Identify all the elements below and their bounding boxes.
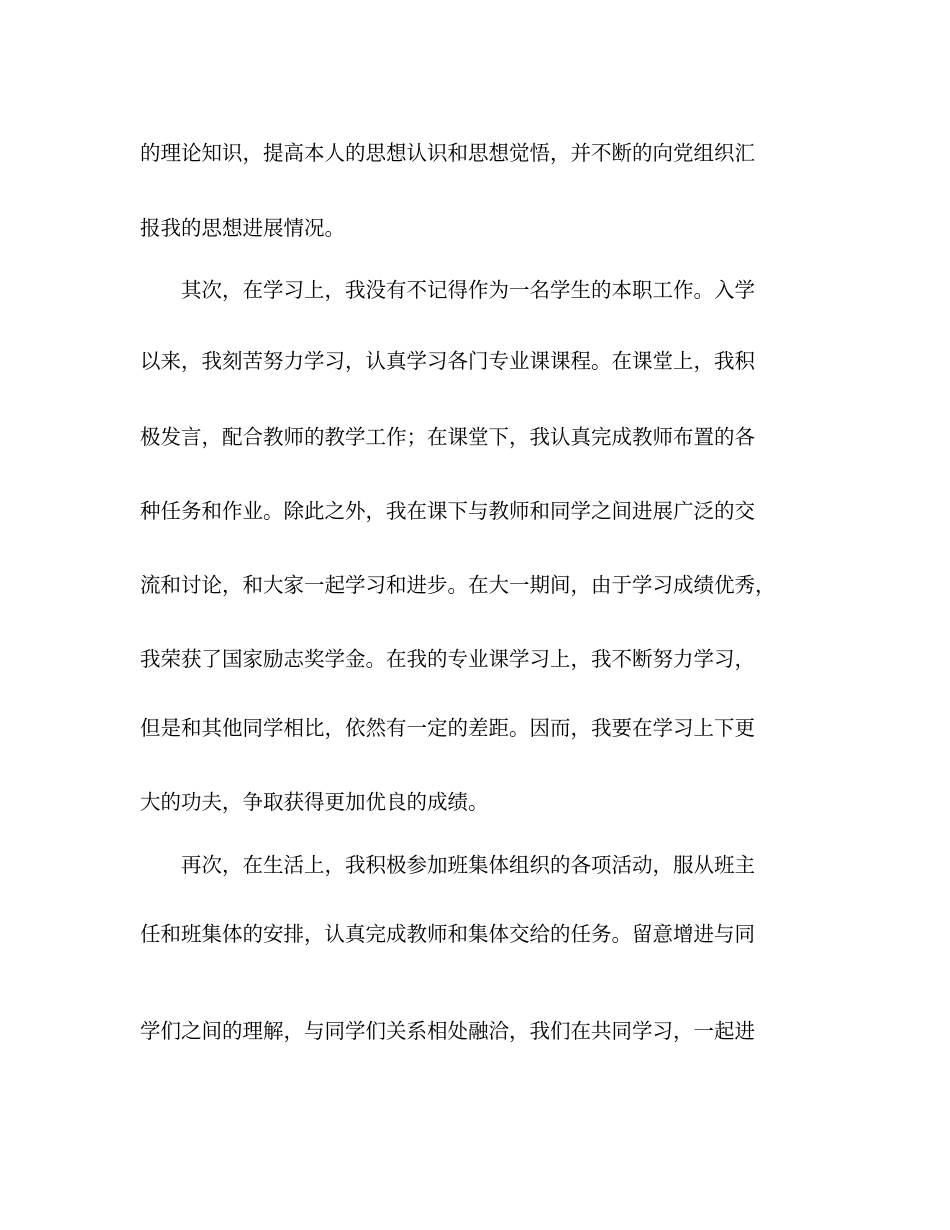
text-line: 流和讨论，和大家一起学习和进步。在大一期间，由于学习成绩优秀， bbox=[140, 573, 776, 597]
text-line: 但是和其他同学相比，依然有一定的差距。因而，我要在学习上下更 bbox=[140, 716, 755, 740]
text-line: 种任务和作业。除此之外，我在课下与教师和同学之间进展广泛的交 bbox=[140, 499, 755, 523]
text-line: 大的功夫，争取获得更加优良的成绩。 bbox=[140, 790, 489, 814]
text-line: 极发言，配合教师的教学工作；在课堂下，我认真完成教师布置的各 bbox=[140, 425, 755, 449]
text-line: 任和班集体的安排，认真完成教师和集体交给的任务。留意增进与同 bbox=[140, 922, 755, 946]
text-line: 学们之间的理解，与同学们关系相处融洽，我们在共同学习，一起进 bbox=[140, 1019, 755, 1043]
paragraph-start-line: 其次，在学习上，我没有不记得作为一名学生的本职工作。入学 bbox=[181, 278, 755, 302]
text-line: 报我的思想进展情况。 bbox=[140, 216, 345, 240]
text-line: 以来，我刻苦努力学习，认真学习各门专业课课程。在课堂上，我积 bbox=[140, 349, 755, 373]
paragraph-start-line: 再次，在生活上，我积极参加班集体组织的各项活动，服从班主 bbox=[181, 853, 755, 877]
text-line: 的理论知识，提高本人的思想认识和思想觉悟，并不断的向党组织汇 bbox=[140, 141, 755, 165]
text-line: 我荣获了国家励志奖学金。在我的专业课学习上，我不断努力学习， bbox=[140, 647, 755, 671]
